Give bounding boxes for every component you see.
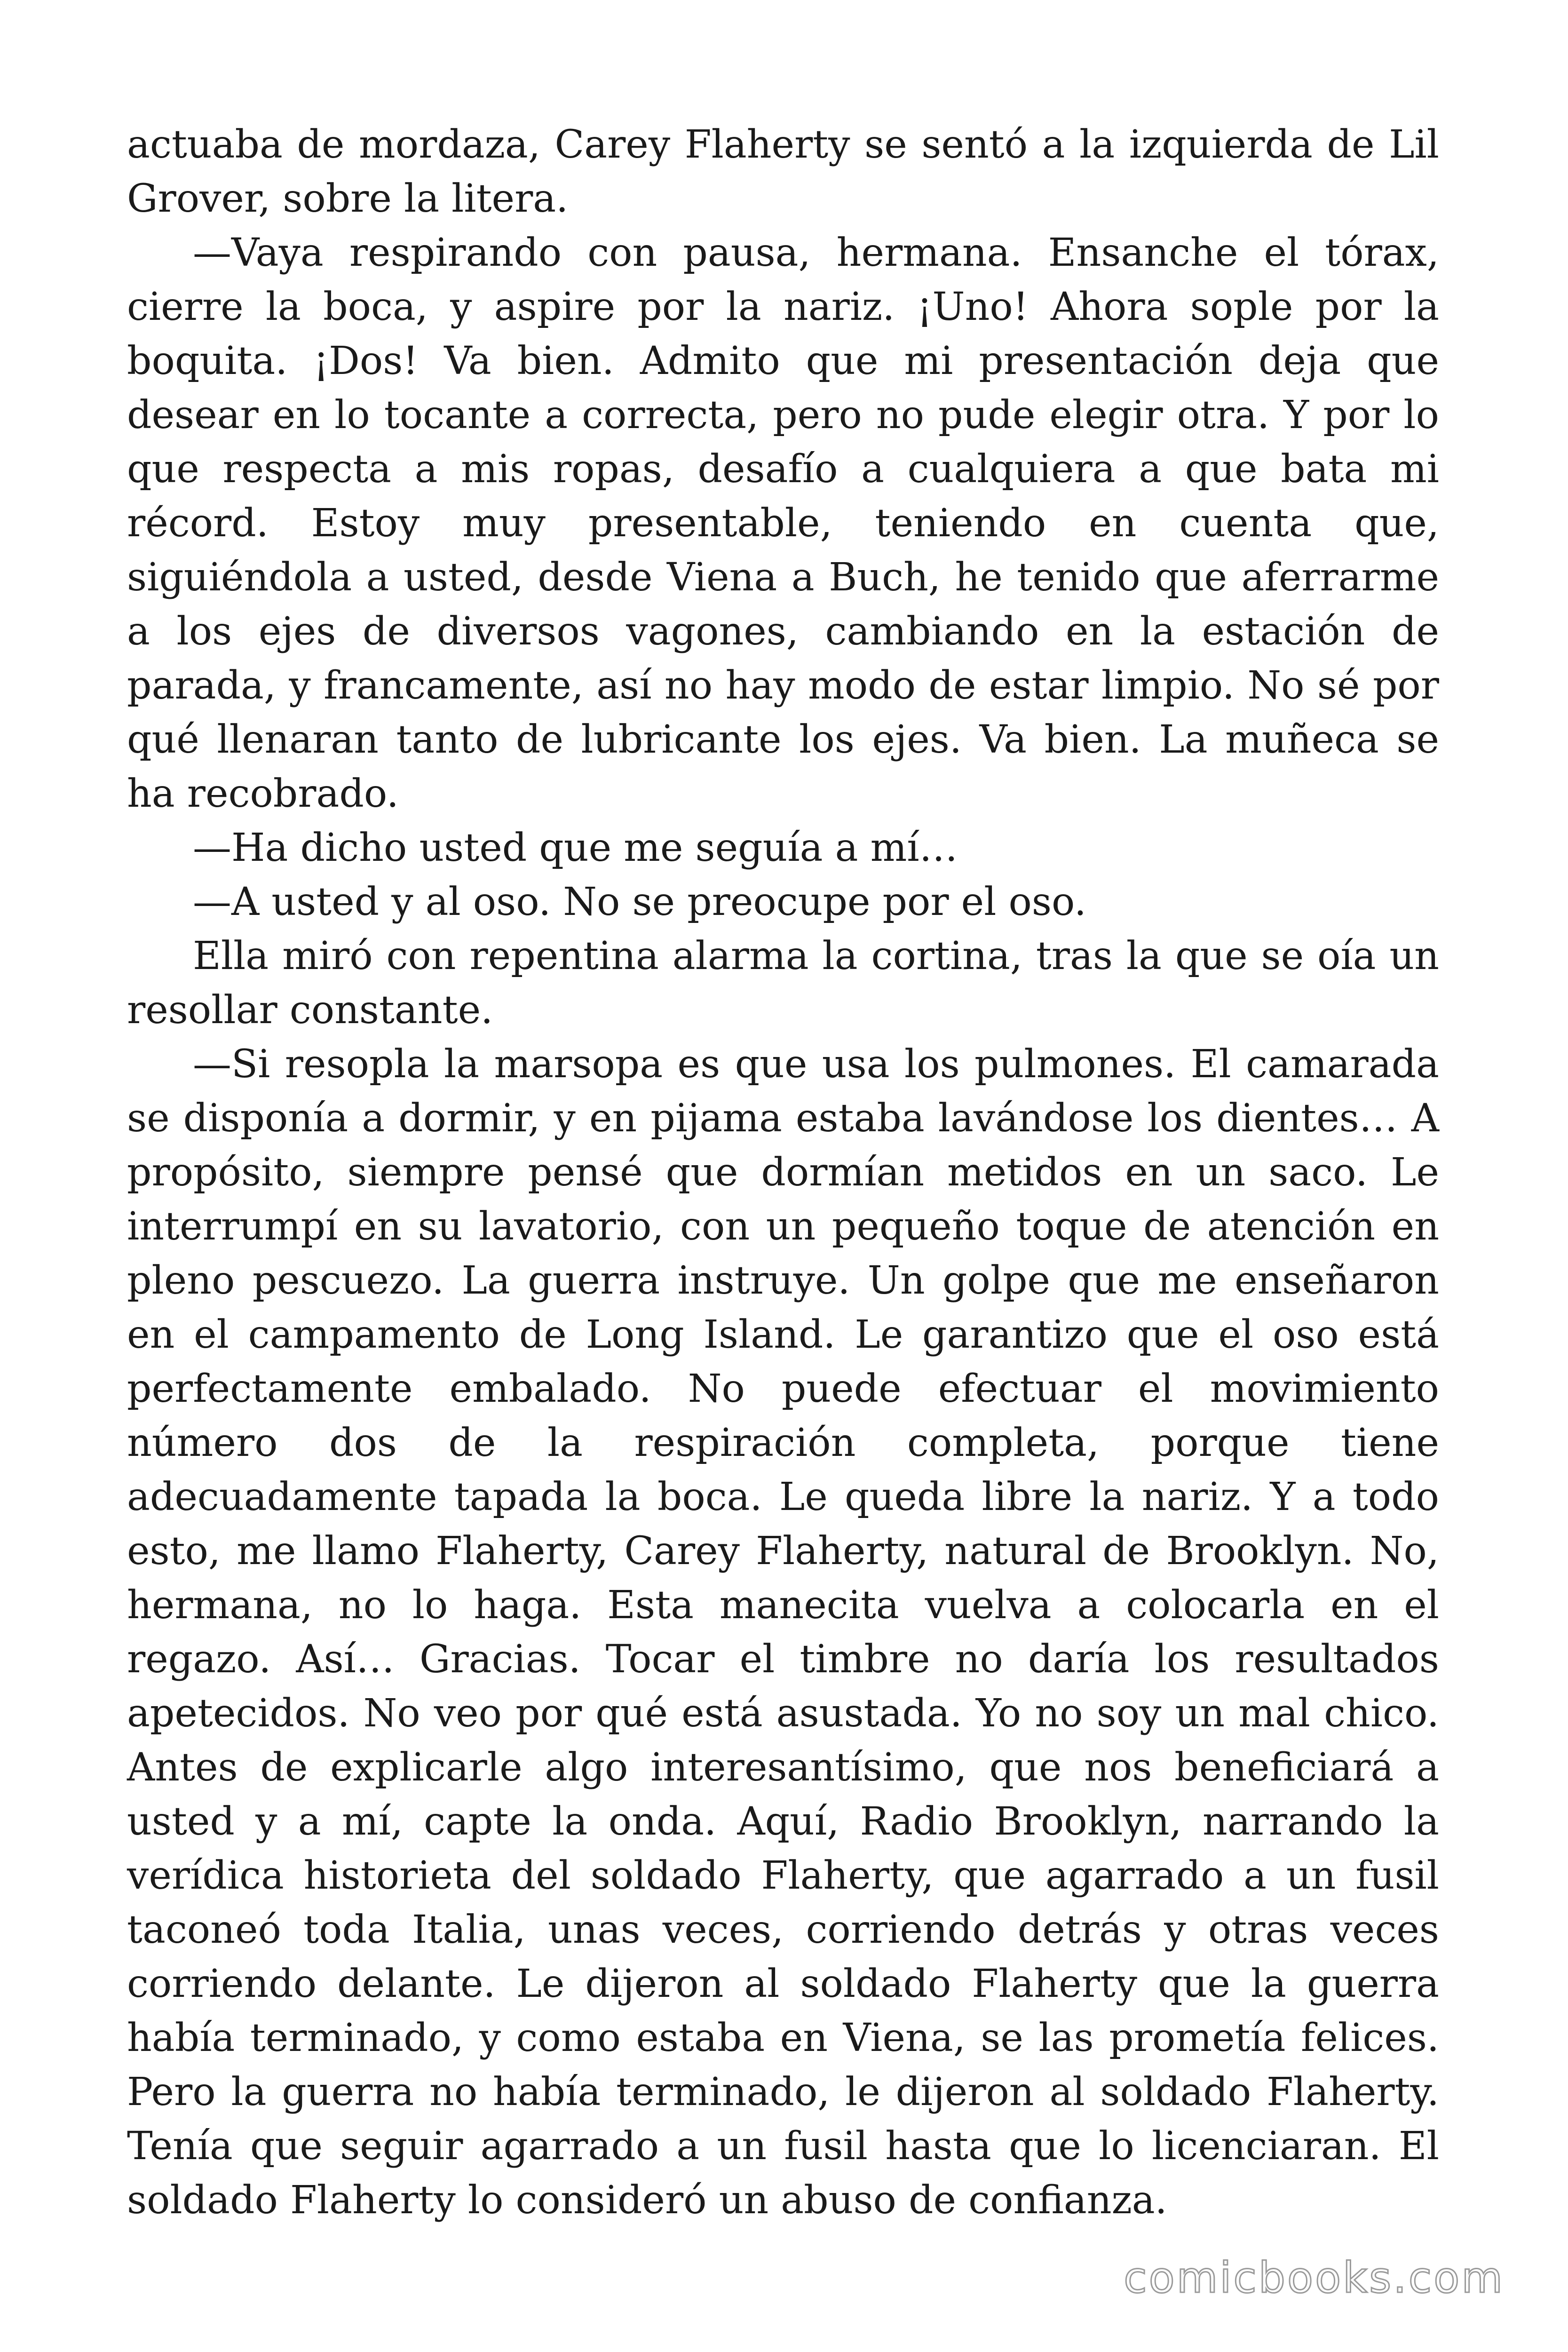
paragraph-4: —A usted y al oso. No se preocupe por el oso. [193, 880, 1086, 924]
watermark-logo: comicbooks.com [1124, 2253, 1505, 2303]
page-body [127, 118, 1439, 2227]
paragraph-1: actuaba de mordaza, Carey Flaherty se sentó a la izquierda de Lil Grover, sobre la litera. [127, 122, 1439, 221]
paragraph-2: —Vaya respirando con pausa, hermana. Ensanche el tórax, cierre la boca, y aspire por la nariz. ¡Uno! Ahora sople por la boquita. ¡Dos! Va bien. Admito que mi presentación deja que desear en lo tocante a correcta, pero no pude elegir otra. Y por lo que respecta a mis ropas, desafío a cualquiera a que bata mi récord. Estoy muy presentable, teniendo en cuenta que, siguiéndola a usted, desde Viena a Buch, he tenido que aferrarme a los ejes de diversos vagones, cambiando en la estación de parada, y francamente, así no hay modo de estar limpio. No sé por qué llenaran tanto de lubricante los ejes. Va bien. La muñeca se ha recobrado. [127, 230, 1439, 816]
paragraph-6: —Si resopla la marsopa es que usa los pulmones. El camarada se disponía a dormir, y en pijama estaba lavándose los dientes… A propósito, siempre pensé que dormían metidos en un saco. Le interrumpí en su lavatorio, con un pequeño toque de atención en pleno pescuezo. La guerra instruye. Un golpe que me enseñaron en el campamento de Long Island. Le garantizo que el oso está perfectamente embalado. No puede efectuar el movimiento número dos de la respiración completa, porque tiene adecuadamente tapada la boca. Le queda libre la nariz. Y a todo esto, me llamo Flaherty, Carey Flaherty, natural de Brooklyn. No, hermana, no lo haga. Esta manecita vuelva a colocarla en el regazo. Así… Gracias. Tocar el timbre no daría los resultados apetecidos. No veo por qué está asustada. Yo no soy un mal chico. Antes de explicarle algo interesantísimo, que nos beneficiará a usted y a mí, capte la onda. Aquí, Radio Brooklyn, narrando la verídica historieta del soldado Flaherty, que agarrado a un fusil taconeó toda Italia, unas veces, corriendo detrás y otras veces corriendo delante. Le dijeron al soldado Flaherty que la guerra había terminado, y como estaba en Viena, se las prometía felices. Pero la guerra no había terminado, le dijeron al soldado Flaherty. Tenía que seguir agarrado a un fusil hasta que lo licenciaran. El soldado Flaherty lo consideró un abuso de confianza. [127, 1042, 1439, 2223]
paragraph-3: —Ha dicho usted que me seguía a mí… [193, 826, 958, 870]
paragraph-5: Ella miró con repentina alarma la cortina, tras la que se oía un resollar constante. [127, 934, 1439, 1033]
